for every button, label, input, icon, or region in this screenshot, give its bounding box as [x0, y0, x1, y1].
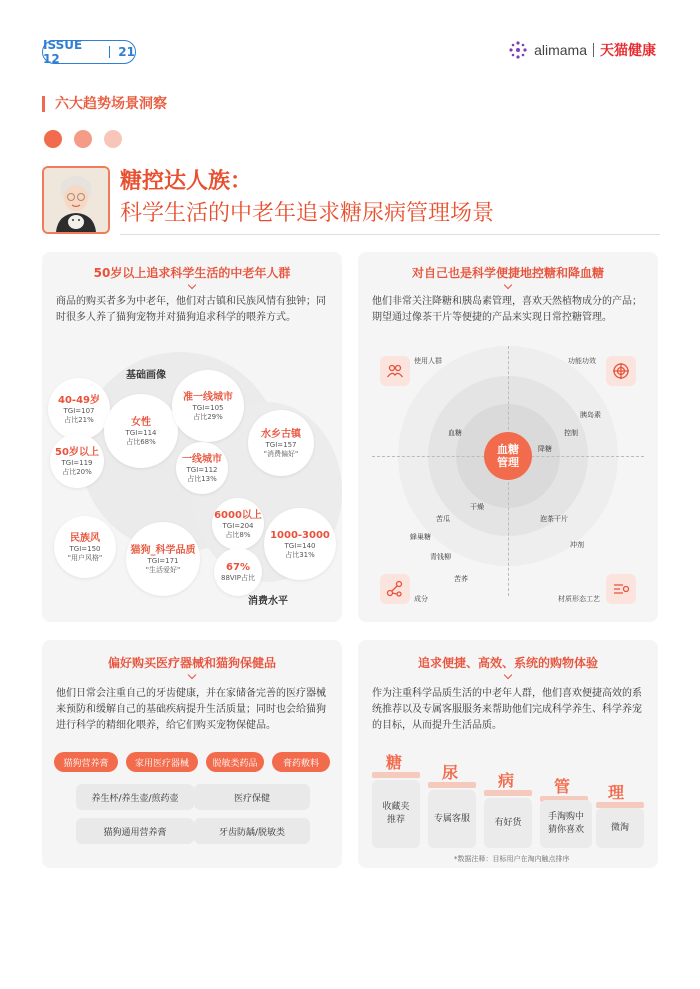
- process-icon: [606, 574, 636, 604]
- label-material: 材质形态工艺: [558, 595, 600, 603]
- card-title: 对自己也是科学便捷地控糖和降血糖: [411, 266, 604, 280]
- keyword-granule: 冲剂: [570, 541, 584, 549]
- bubble-tier1: 一线城市 TGI=112 占比13%: [176, 442, 228, 494]
- issue-badge: [42, 40, 136, 64]
- card-purchase: [42, 640, 342, 868]
- chevron-down-icon: [504, 281, 512, 289]
- bubble-ethnic-style: 民族风 TGI=150 "用户风格": [54, 516, 116, 578]
- card-description: 他们日常会注重自己的牙齿健康，并在家储备完善的医疗器械来预防和缓解自己的基础疾病提升生活质量；同时也会给猫狗进行科学的精细化喂养，给它们购买宠物保健品。: [56, 688, 326, 731]
- bubble-age-50-plus: 50岁以上 TGI=119 占比20%: [50, 434, 104, 488]
- label-function: 功能功效: [568, 357, 596, 365]
- page-title: 糖控达人族：: [120, 169, 253, 194]
- stair-step-5: 微淘: [596, 808, 644, 848]
- axis-basic-profile: 基础画像: [126, 370, 166, 381]
- bubble-88vip: 67% 88VIP占比: [214, 548, 262, 596]
- bubble-female: 女性 TGI=114 占比68%: [104, 394, 178, 468]
- stair-step-2: 专属客服: [428, 790, 476, 848]
- bubble-watertown: 水乡古镇 TGI=157 "消费偏好": [248, 410, 314, 476]
- stair-char-2: 尿: [442, 763, 459, 782]
- stair-bar-2: [428, 782, 476, 788]
- tag-health-cup: 养生杯/养生壶/煎药壶: [76, 784, 194, 810]
- stair-char-3: 病: [498, 771, 515, 790]
- stair-step-4: 手淘购中猜你喜欢: [540, 800, 592, 848]
- grandma-avatar-icon: [44, 168, 108, 232]
- stair-char-4: 管: [554, 777, 571, 796]
- tag-desensitize: 脱敏类药品: [206, 752, 264, 772]
- card-description: 作为注重科学品质生活的中老年人群，他们喜欢便捷高效的系统推荐以及专属客服服务来帮助他们完成科学养生、科学养宠的目标，从而提升生活品质。: [372, 688, 642, 731]
- tag-healthcare: 医疗保健: [194, 784, 310, 810]
- avatar: [42, 166, 110, 234]
- chevron-down-icon: [188, 281, 196, 289]
- tag-plaster: 膏药敷料: [272, 752, 330, 772]
- keyword-cyclocarya: 青钱柳: [430, 553, 451, 561]
- stair-step-1: 收藏夹推荐: [372, 780, 420, 848]
- title-divider: [120, 234, 660, 235]
- bubble-age-40-49: 40-49岁 TGI=107 占比21%: [48, 378, 110, 440]
- keyword-honeycomb: 蜂巢糖: [410, 533, 431, 541]
- card-audience: [42, 252, 342, 622]
- axis-consumption: 消费水平: [248, 596, 288, 607]
- tag-dental: 牙齿防龋/脱敏类: [194, 818, 310, 844]
- keyword-control: 控制: [564, 429, 578, 437]
- label-ingredient: 成分: [414, 595, 428, 603]
- keyword-dry: 干燥: [470, 503, 484, 511]
- card-description: 商品的购买者多为中老年，他们对古镇和民族风情有独钟；同时很多人养了猫狗宠物并对猫狗追求科学的喂养方式。: [56, 296, 326, 323]
- issue-number: ISSUE 12: [43, 38, 83, 66]
- card-title: 偏好购买医疗器械和猫狗保健品: [107, 656, 276, 670]
- bubble-1000-3000: 1000-3000 TGI=140 占比31%: [264, 508, 336, 580]
- decor-dots: [44, 130, 122, 148]
- dot-3: [104, 130, 122, 148]
- tag-pet-nutrition: 猫狗营养膏: [54, 752, 118, 772]
- card-sugar-control: [358, 252, 658, 622]
- tag-pet-paste: 猫狗通用营养膏: [76, 818, 194, 844]
- keyword-tea-chips: 泡茶干片: [540, 515, 568, 523]
- stair-char-1: 糖: [386, 753, 403, 772]
- label-user-group: 使用人群: [414, 357, 442, 365]
- stair-bar-1: [372, 772, 420, 778]
- keyword-blood-sugar: 血糖: [448, 429, 462, 437]
- keyword-buckwheat: 苦荞: [454, 575, 468, 583]
- people-icon: [380, 356, 410, 386]
- molecule-icon: [380, 574, 410, 604]
- chevron-down-icon: [504, 671, 512, 679]
- page-number: 21: [118, 45, 135, 59]
- radar-center: 血糖管理: [484, 432, 532, 480]
- keyword-bitter-melon: 苦瓜: [436, 515, 450, 523]
- keyword-insulin: 胰岛素: [580, 411, 601, 419]
- bubble-6000-plus: 6000以上 TGI=204 占比8%: [212, 498, 264, 550]
- bubble-pet-quality: 猫狗_科学品质 TGI=171 "生活爱好": [126, 522, 200, 596]
- brand-logo: [508, 40, 656, 60]
- keyword-lower-sugar: 降糖: [538, 445, 552, 453]
- stair-step-3: 有好货: [484, 798, 532, 848]
- stair-bar-3: [484, 790, 532, 796]
- alimama-wordmark: alimama: [534, 42, 587, 58]
- tmall-health-wordmark: 天猫健康: [600, 43, 656, 59]
- page-subtitle: 科学生活的中老年追求糖尿病管理场景: [120, 201, 495, 226]
- card-title: 50岁以上追求科学生活的中老年人群: [93, 266, 291, 280]
- brand-divider: [593, 43, 594, 57]
- alimama-logo-icon: [508, 40, 528, 60]
- data-footnote: *数据注释：目标用户在淘内触点排序: [454, 855, 570, 863]
- stair-char-5: 理: [608, 783, 625, 802]
- section-heading: 六大趋势场景洞察: [42, 96, 167, 112]
- dot-2: [74, 130, 92, 148]
- tag-home-medical: 家用医疗器械: [126, 752, 198, 772]
- target-icon: [606, 356, 636, 386]
- bubble-tier1-quasi: 准一线城市 TGI=105 占比29%: [172, 370, 244, 442]
- card-description: 他们非常关注降糖和胰岛素管理，喜欢天然植物成分的产品；期望通过像茶干片等便捷的产品来实现日常控糖管理。: [372, 296, 642, 323]
- card-shopping: [358, 640, 658, 868]
- card-title: 追求便捷、高效、系统的购物体验: [417, 656, 598, 670]
- divider: [109, 46, 110, 58]
- dot-1: [44, 130, 62, 148]
- chevron-down-icon: [188, 671, 196, 679]
